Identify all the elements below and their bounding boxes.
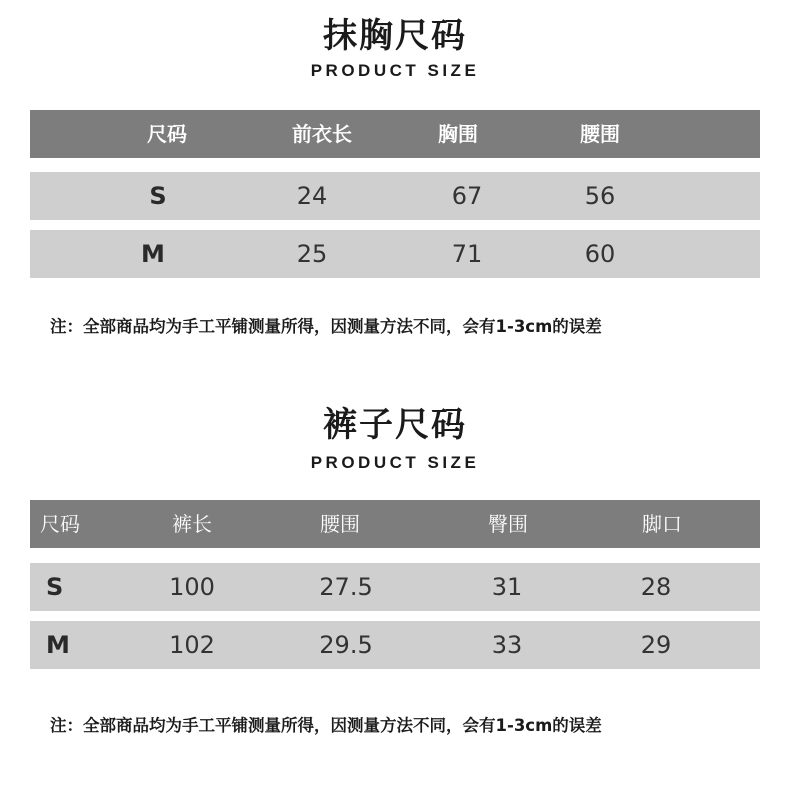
- top-table-subtitle: PRODUCT SIZE: [310, 61, 480, 80]
- top-table-note: 注：全部商品均为手工平铺测量所得，因测量方法不同，会有1-3cm的误差: [50, 317, 602, 336]
- top-table-header-row: [30, 110, 760, 158]
- row-waist: 27.5: [319, 573, 373, 601]
- row-hip: 31: [491, 573, 523, 601]
- row-waist: 60: [584, 240, 616, 268]
- table-row: [30, 230, 760, 278]
- row-waist: 56: [584, 182, 616, 210]
- row-size-label: S: [46, 573, 64, 601]
- row-pants-length: 102: [169, 631, 215, 659]
- header-front-length: 前衣长: [292, 122, 352, 146]
- header-pants-length: 裤长: [172, 512, 212, 536]
- table-row: [30, 172, 760, 220]
- pants-table-note: 注：全部商品均为手工平铺测量所得，因测量方法不同，会有1-3cm的误差: [50, 716, 602, 735]
- row-leg-opening: 28: [640, 573, 672, 601]
- table-row: [30, 563, 760, 611]
- header-leg-opening: 脚口: [642, 512, 682, 536]
- row-size-label: M: [46, 631, 70, 659]
- row-size-label: M: [141, 240, 165, 268]
- header-size: 尺码: [40, 512, 80, 536]
- pants-table-title: 裤子尺码: [323, 405, 467, 445]
- row-size-label: S: [149, 182, 167, 210]
- row-front-length: 25: [296, 240, 328, 268]
- pants-table-subtitle: PRODUCT SIZE: [310, 453, 480, 472]
- row-hip: 33: [491, 631, 523, 659]
- header-waist: 腰围: [580, 122, 620, 146]
- header-hip: 臀围: [488, 512, 528, 536]
- top-table-title: 抹胸尺码: [323, 16, 467, 56]
- header-bust: 胸围: [438, 122, 478, 146]
- table-row: [30, 621, 760, 669]
- header-waist: 腰围: [320, 512, 360, 536]
- row-leg-opening: 29: [640, 631, 672, 659]
- row-bust: 71: [451, 240, 483, 268]
- row-pants-length: 100: [169, 573, 215, 601]
- row-waist: 29.5: [319, 631, 373, 659]
- row-front-length: 24: [296, 182, 328, 210]
- header-size: 尺码: [147, 122, 187, 146]
- row-bust: 67: [451, 182, 483, 210]
- pants-table-header-row: [30, 500, 760, 548]
